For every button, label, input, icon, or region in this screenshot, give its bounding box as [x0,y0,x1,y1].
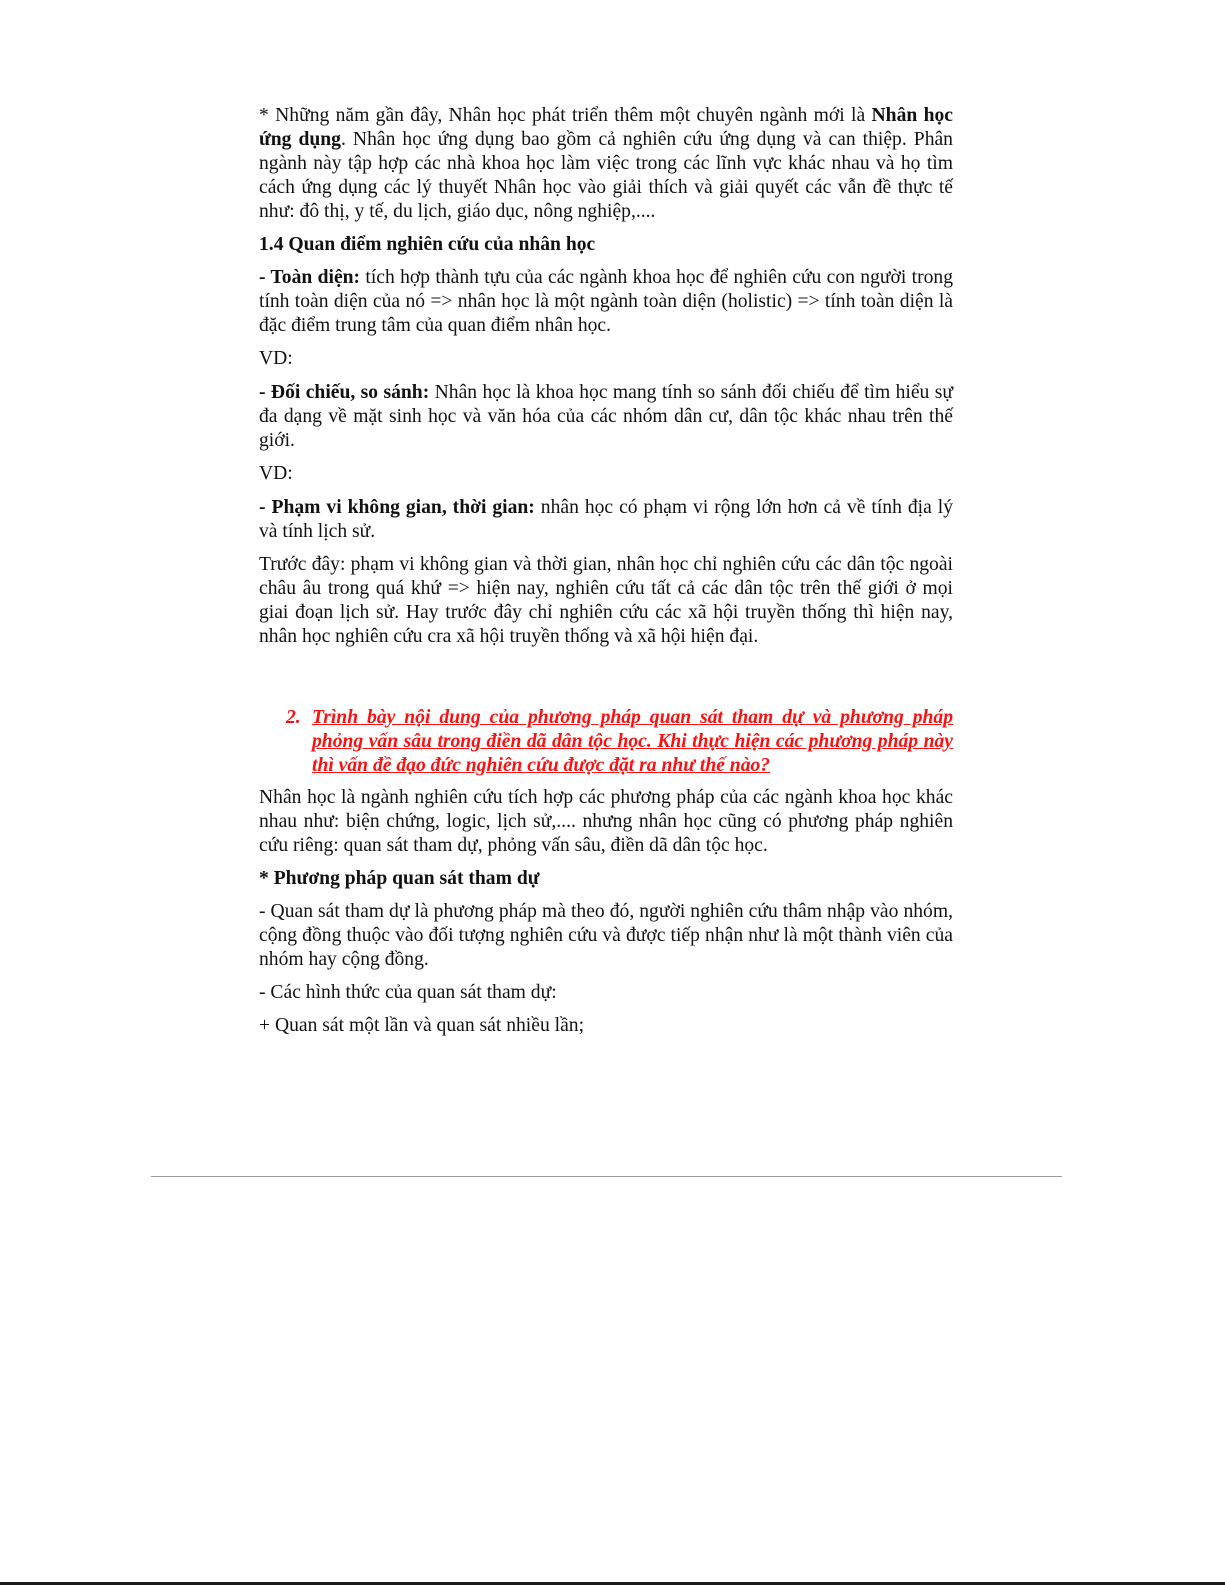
item-comparison [259,381,953,453]
paragraph-applied-anthropology [259,104,953,224]
item-scope [259,496,953,544]
paragraph-methods-intro: Nhân học là ngành nghiên cứu tích hợp các phương pháp của các ngành khoa học khác nhau như: biện chứng, logic, lịch sử,.... nhưng nhân học cũng có phương pháp nghiên cứu riêng: quan sát tham dự, phỏng vấn sâu, điền dã dân tộc học. [259,787,953,856]
paragraph-definition: - Quan sát tham dự là phương pháp mà theo đó, người nghiên cứu thâm nhập vào nhóm, cộng đồng thuộc vào đối tượng nghiên cứu và được tiếp nhận như là một thành viên của nhóm hay cộng đồng. [259,901,953,970]
page-footer-divider [151,1176,1062,1177]
paragraph-lead-text: * Những năm gần đây, Nhân học phát triển thêm một chuyên ngành mới là [259,105,872,126]
question-text: Trình bày nội dung của phương pháp quan sát tham dự và phương pháp phỏng vấn sâu trong điền dã dân tộc học. Khi thực hiện các phương pháp này thì vấn đề đạo đức nghiên cứu được đặt ra như thế nào? [312,707,953,776]
document-body [259,104,953,1047]
item-text-scope: nhân học có phạm vi rộng lớn hơn cả về tính địa lý và tính lịch sử. [259,497,954,542]
example-label-2: VD: [259,463,293,484]
item-comprehensive [259,266,953,338]
paragraph-form-1: + Quan sát một lần và quan sát nhiều lần; [259,1015,585,1036]
paragraph-forms: - Các hình thức của quan sát tham dự: [259,982,557,1003]
example-label-1: VD: [259,348,293,369]
paragraph-rest-text: . Nhân học ứng dụng bao gồm cả nghiên cứu ứng dụng và can thiệp. Phân ngành này tập hợp các nhà khoa học làm việc trong các lĩnh vực khác nhau và họ tìm cách ứng dụng các lý thuyết Nhân học vào giải thích và giải quyết các vẫn đề thực tế như: đô thị, y tế, du lịch, giáo dục, nông nghiệp,.... [259,129,953,222]
question-number: 2. [286,707,301,728]
section-heading-1-4: 1.4 Quan điểm nghiên cứu của nhân học [259,234,596,255]
item-text-comparison: Nhân học là khoa học mang tính so sánh đối chiếu để tìm hiểu sự đa dạng về mặt sinh học và văn hóa của các nhóm dân cư, dân tộc khác nhau trên thế giới. [259,382,953,451]
bold-term-applied-anthropology: Nhân học ứng dụng [259,105,953,150]
item-text-comprehensive: tích hợp thành tựu của các ngành khoa học để nghiên cứu con người trong tính toàn diện của nó => nhân học là một ngành toàn diện (holistic) => tính toàn diện là đặc điểm trung tâm của quan điểm nhân học. [259,267,953,336]
section-heading-participant-observation: * Phương pháp quan sát tham dự [259,868,540,889]
question-2 [259,706,953,778]
item-label-scope: - Phạm vi không gian, thời gian: [259,497,535,518]
paragraph-before-now: Trước đây: phạm vi không gian và thời gian, nhân học chỉ nghiên cứu các dân tộc ngoài châu âu trong quá khứ => hiện nay, nghiên cứu tất cả các dân tộc trên thế giới ở mọi giai đoạn lịch sử. Hay trước đây chỉ nghiên cứu các xã hội truyền thống thì hiện nay, nhân học nghiên cứu cra xã hội truyền thống và xã hội hiện đại. [259,554,953,647]
blank-space [259,658,953,706]
item-label-comprehensive: - Toàn diện: [259,267,361,288]
item-label-comparison: - Đối chiếu, so sánh: [259,382,430,403]
